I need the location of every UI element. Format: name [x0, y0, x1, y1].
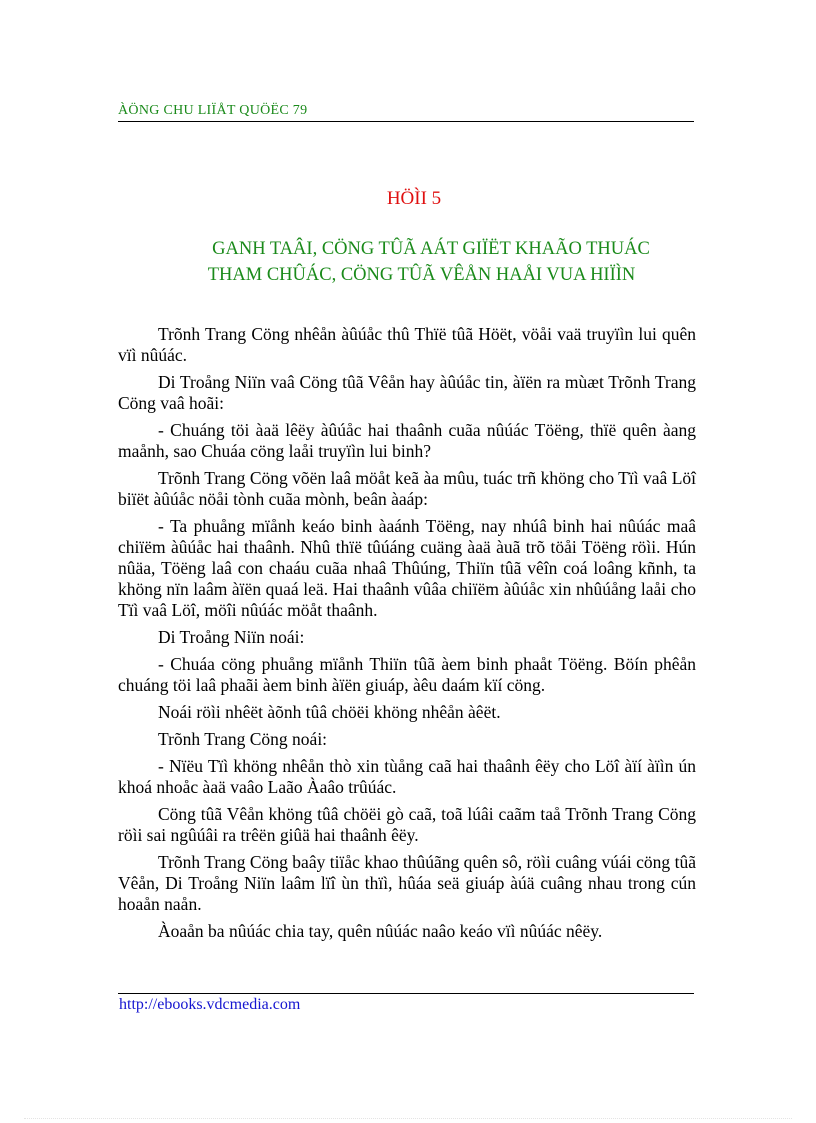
chapter-subtitle-line-1: GANH TAÂI, CÖNG TÛÃ AÁT GIÏËT KHAÃO THUÁC [212, 239, 650, 259]
paragraph: - Ta phuång mïånh keáo binh àaánh Töëng, nay nhúâ binh hai nûúác maâ chiïëm àûúåc hai thaânh. Nhû thïë tûúáng cuäng àaä àuã trõ töåi Töëng röìi. Hún nûäa, Töëng laâ con chaáu cuãa nhaâ Thûúng, Thiïn tûã vêîn coá loâng kñnh, ta khöng nïn laâm àïën quaá leä. Hai thaânh vûâa chiïëm àûúåc xin nhûúång laåi cho Tïì vaâ Löî, möîi nûúác möåt thaânh. [118, 516, 696, 620]
page-edge [24, 1118, 792, 1119]
paragraph: - Nïëu Tïì khöng nhêån thò xin tùång caã hai thaânh êëy cho Löî àïí àïìn ún khoá nhoåc àaä vaâo Laão Àaâo trûúác. [118, 756, 696, 797]
paragraph: Noái röìi nhêët àõnh tûâ chöëi khöng nhêån àêët. [158, 702, 501, 722]
paragraph: Di Troång Niïn vaâ Cöng tûã Vêån hay àûúåc tin, àïën ra mùæt Trõnh Trang Cöng vaâ hoãi: [118, 372, 696, 413]
footer-divider [118, 993, 694, 994]
running-header: ÀÖNG CHU LIÏÅT QUÖËC 79 [118, 102, 694, 122]
paragraph: - Chuáa cöng phuång mïånh Thiïn tûã àem binh phaåt Töëng. Böín phêån chuáng töi laâ phaãi àem binh àïën giuáp, àêu daám kïí cöng. [118, 654, 696, 695]
paragraph: Àoaån ba nûúác chia tay, quên nûúác naâo keáo vïì nûúác nêëy. [158, 921, 603, 941]
paragraph: Trõnh Trang Cöng võën laâ möåt keã àa mûu, tuác trñ khöng cho Tïì vaâ Löî biïët àûúåc nöåi tònh cuãa mònh, beân àaáp: [118, 468, 696, 509]
paragraph: Trõnh Trang Cöng baây tiïåc khao thûúãng quên sô, röìi cuâng vúái cöng tûã Vêån, Di Troång Niïn laâm lïî ùn thïì, hûáa seä giuáp àúä cuâng nhau trong cún hoaån naån. [118, 852, 696, 914]
chapter-number: HÖÌI 5 [386, 188, 442, 209]
chapter-body [118, 324, 696, 948]
paragraph: Di Troång Niïn noái: [158, 627, 305, 647]
paragraph: Trõnh Trang Cöng noái: [158, 729, 328, 749]
footer-link[interactable]: http://ebooks.vdcmedia.com [119, 996, 301, 1013]
chapter-subtitle-line-2: THAM CHÛÁC, CÖNG TÛÃ VÊÅN HAÅI VUA HIÏÌN [207, 265, 636, 285]
paragraph: - Chuáng töi àaä lêëy àûúåc hai thaânh cuãa nûúác Töëng, thïë quên àang maånh, sao Chuáa cöng laåi truyïìn lui binh? [118, 420, 696, 461]
paragraph: Cöng tûã Vêån khöng tûâ chöëi gò caã, toã lúâi caãm taå Trõnh Trang Cöng röìi sai ngûúâi ra trêën giûä hai thaânh êëy. [118, 804, 696, 845]
paragraph: Trõnh Trang Cöng nhêån àûúåc thû Thïë tûã Höët, vöåi vaä truyïìn lui quên vïì nûúác. [118, 324, 696, 365]
